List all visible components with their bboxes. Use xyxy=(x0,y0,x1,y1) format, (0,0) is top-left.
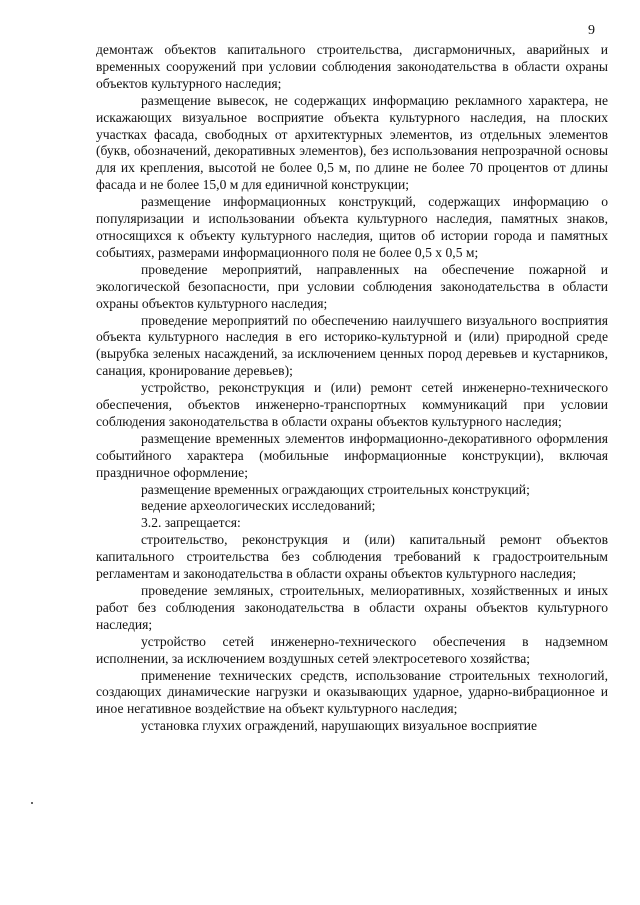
section-heading-prohibited: 3.2. запрещается: xyxy=(141,515,241,531)
paragraph-overhead-networks-ban: устройство сетей инженерно-технического обеспечения в надземном исполнении, за исключением воздушных сетей электросетевого хозяйства; xyxy=(96,633,608,666)
paragraph-solid-fences-ban: установка глухих ограждений, нарушающих визуальное восприятие xyxy=(141,718,538,734)
paragraph-archaeology: ведение археологических исследований; xyxy=(141,498,376,514)
paragraph-utility-networks: устройство, реконструкция и (или) ремонт сетей инженерно-технического обеспечения, объектов инженерно-транспортных коммуникаций при условии соблюдения законодательства в области охраны объектов культурного наследия; xyxy=(96,380,608,429)
paragraph-temporary-fencing: размещение временных ограждающих строительных конструкций; xyxy=(141,481,530,497)
paragraph-earthworks-ban: проведение земляных, строительных, мелиоративных, хозяйственных и иных работ без соблюдения законодательства в области охраны объектов культурного наследия; xyxy=(96,583,608,632)
page-number: 9 xyxy=(588,23,595,38)
paragraph-temporary-decor: размещение временных элементов информационно-декоративного оформления событийного характера (мобильные информационные конструкции), включая праздничное оформление; xyxy=(96,430,608,480)
paragraph-fire-safety: проведение мероприятий, направленных на обеспечение пожарной и экологической безопасности, при условии соблюдения законодательства в области охраны объектов культурного наследия; xyxy=(96,261,608,311)
document-body xyxy=(96,42,608,735)
paragraph-dynamic-loads-ban: применение технических средств, использование строительных технологий, создающих динамические нагрузки и оказывающих ударное, ударно-вибрационное и иное негативное воздействие на объект культурного наследия; xyxy=(96,667,608,717)
paragraph-demolition: демонтаж объектов капитального строительства, дисгармоничных, аварийных и временных сооружений при условии соблюдения законодательства в области охраны объектов культурного наследия; xyxy=(96,42,608,91)
paragraph-construction-ban: строительство, реконструкция и (или) капитальный ремонт объектов капитального строительства без соблюдения требований к градостроительным регламентам и законодательства в области охраны объектов культурного наследия; xyxy=(96,532,608,582)
paragraph-info-structures: размещение информационных конструкций, содержащих информацию о популяризации и использовании объекта культурного наследия, памятных знаков, относящихся к объекту культурного наследия, щитов об истории города и памятных событиях, размерами информационного поля не более 0,5 х 0,5 м; xyxy=(96,194,608,260)
paragraph-signboards: размещение вывесок, не содержащих информацию рекламного характера, не искажающих визуальное восприятие объекта культурного наследия, на плоских участках фасада, свободных от архитектурных элементов, из отдельных элементов (букв, обозначений, декоративных элементов), без использования непрозрачной основы для их крепления, высотой не более 0,5 м, по длине не более 70 процентов от длины фасада и не более 15,0 м для единичной конструкции; xyxy=(96,92,608,193)
scan-speck xyxy=(31,802,33,804)
paragraph-visual-perception: проведение мероприятий по обеспечению наилучшего визуального восприятия объекта культурного наследия в его историко-культурной и (или) природной среде (вырубка зеленых насаждений, за исключением ценных пород деревьев и кустарников, санация, кронирование деревьев); xyxy=(96,312,608,379)
